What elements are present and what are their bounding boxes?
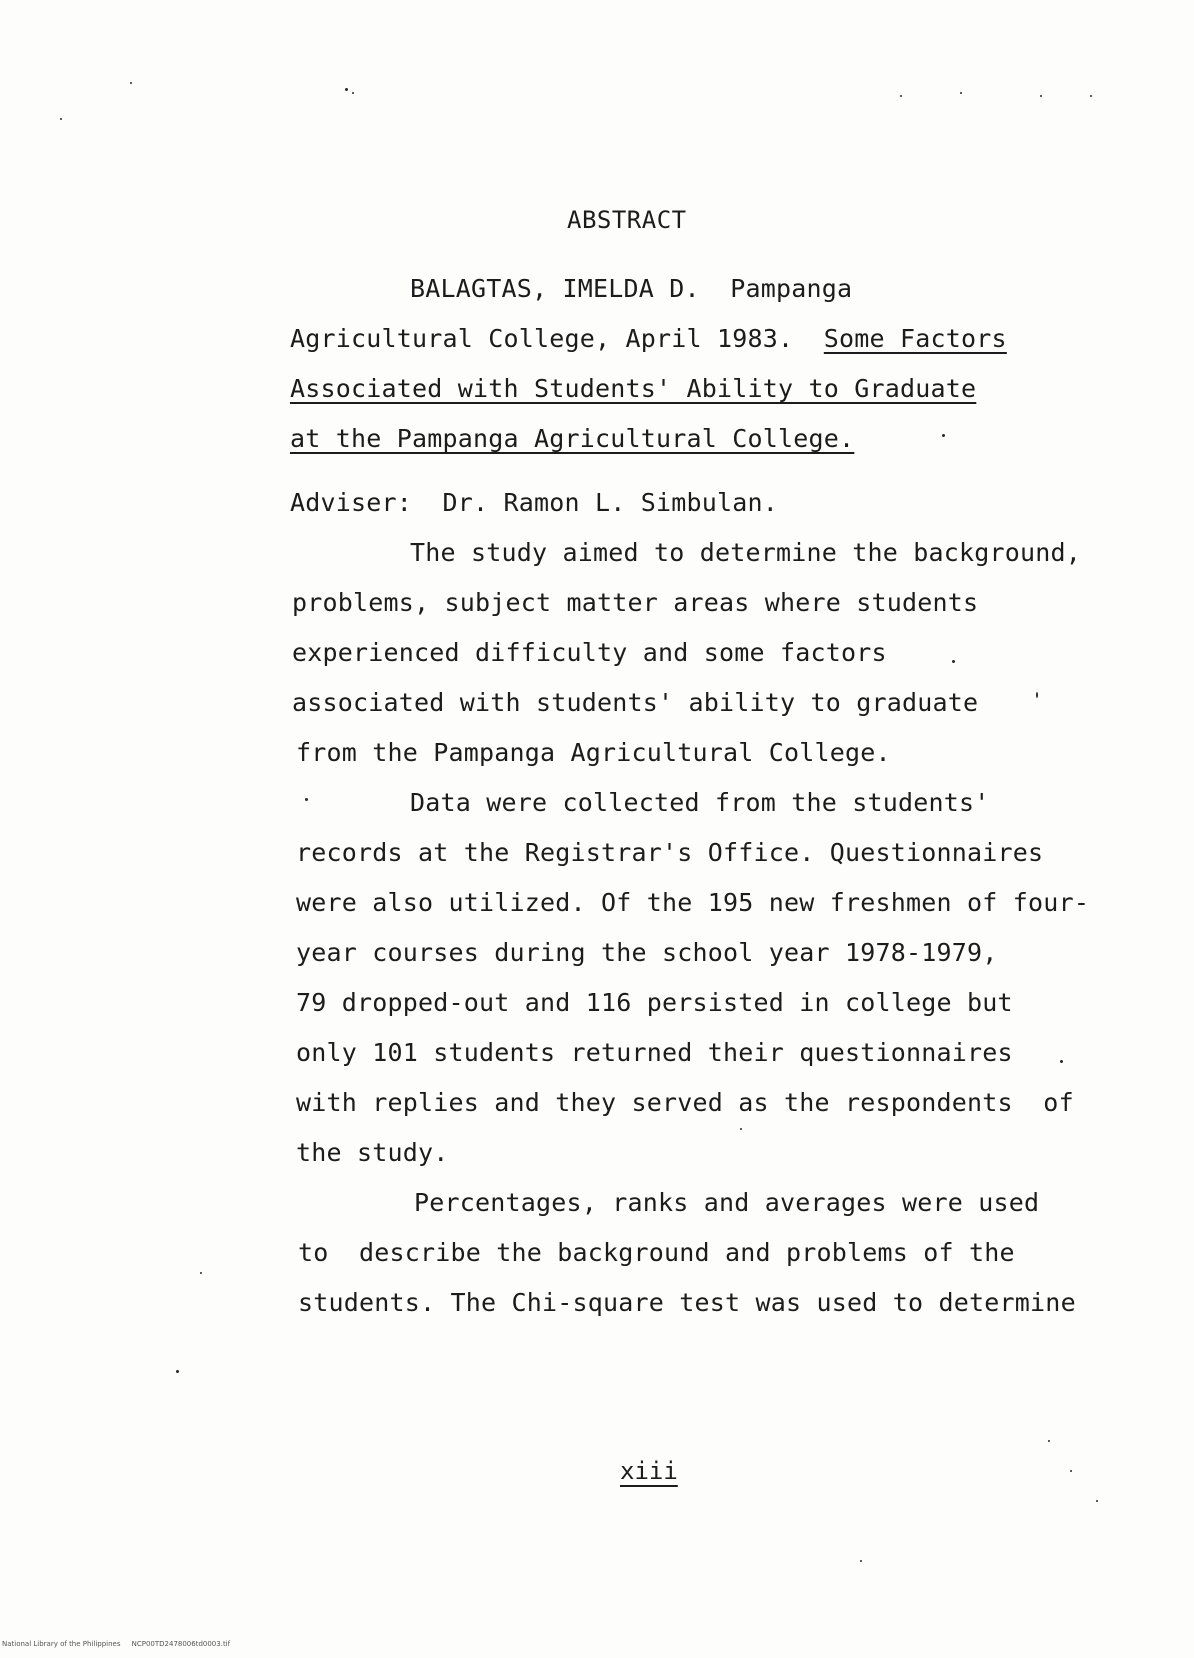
- scan-footer: National Library of the Philippines NCP00TD2478006td0003.tif: [2, 1640, 231, 1648]
- body-line: Data were collected from the students': [410, 788, 990, 817]
- citation-line-2: [290, 322, 1007, 356]
- scan-speck: [1090, 95, 1092, 97]
- body-line: Percentages, ranks and averages were used: [414, 1188, 1040, 1217]
- scan-speck: [1096, 1500, 1098, 1502]
- citation-title-part-2: Associated with Students' Ability to Graduate: [290, 374, 977, 403]
- scan-speck: [860, 1560, 862, 1562]
- scan-speck: [1060, 1060, 1063, 1063]
- body-line: the study.: [296, 1138, 449, 1167]
- body-line: 79 dropped-out and 116 persisted in college but: [296, 988, 1013, 1017]
- body-line: from the Pampanga Agricultural College.: [296, 738, 891, 767]
- scan-speck: [1040, 95, 1042, 97]
- body-line: to describe the background and problems of the: [298, 1238, 1015, 1267]
- scan-speck: [952, 660, 955, 663]
- citation-title-part-1: Some Factors: [823, 324, 1007, 353]
- adviser-line: Adviser: Dr. Ramon L. Simbulan.: [290, 488, 779, 517]
- scan-speck: [942, 434, 945, 437]
- scan-speck: [1048, 1440, 1050, 1442]
- abstract-heading: ABSTRACT: [567, 206, 687, 234]
- body-line: associated with students' ability to graduate: [292, 688, 979, 717]
- scan-speck: [960, 92, 962, 94]
- scan-speck: [352, 92, 354, 94]
- scan-speck: [176, 1370, 179, 1373]
- scan-speck: [305, 798, 308, 801]
- citation-institution: Agricultural College, April 1983.: [290, 324, 824, 353]
- body-line: experienced difficulty and some factors: [292, 638, 887, 667]
- scan-speck: [900, 95, 902, 97]
- page-number: xiii: [620, 1457, 678, 1485]
- body-line: with replies and they served as the respondents of: [296, 1088, 1074, 1117]
- scan-speck: [740, 1128, 742, 1130]
- body-line: year courses during the school year 1978-1979,: [296, 938, 998, 967]
- body-line: records at the Registrar's Office. Questionnaires: [296, 838, 1044, 867]
- scan-speck: [60, 118, 62, 120]
- scan-speck: [345, 88, 348, 91]
- body-line: were also utilized. Of the 195 new freshmen of four-: [296, 888, 1090, 917]
- body-line: The study aimed to determine the background,: [410, 538, 1082, 567]
- scan-speck: [1036, 692, 1038, 698]
- scan-speck: [130, 82, 132, 84]
- scan-speck: [1070, 1470, 1072, 1472]
- citation-author-line: BALAGTAS, IMELDA D. Pampanga: [410, 274, 853, 303]
- citation-title-part-3: at the Pampanga Agricultural College.: [290, 424, 855, 453]
- scan-speck: [200, 1272, 202, 1274]
- body-line: only 101 students returned their questionnaires: [296, 1038, 1013, 1067]
- body-line: problems, subject matter areas where students: [292, 588, 979, 617]
- body-line: students. The Chi-square test was used to determine: [298, 1288, 1076, 1317]
